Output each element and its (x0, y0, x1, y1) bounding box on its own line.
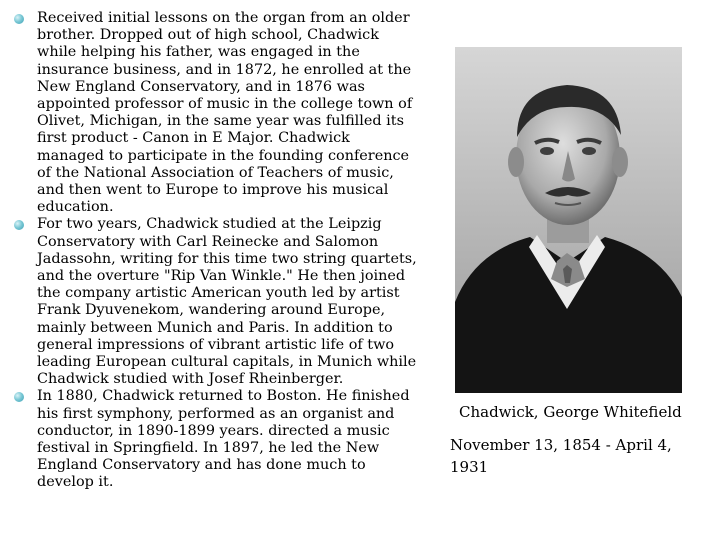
bullet-text: For two years, Chadwick studied at the Leipzig Conservatory with Carl Reinecke and Salomon Jadassohn, writing for this time two string quartets, and the overture "Rip Van Winkle." He then joined the company artistic American youth led by artist Frank Dyuvenekom, wandering around Europe, mainly between Munich and Paris. In addition to general impressions of vibrant artistic life of two leading European cultural capitals, in Munich while Chadwick studied with Josef Rheinberger. (37, 216, 417, 388)
bullet-item (6, 388, 418, 491)
portrait-caption-name: Chadwick, George Whitefield (459, 403, 682, 421)
bullet-item (6, 216, 418, 388)
bullet-text: In 1880, Chadwick returned to Boston. He finished his first symphony, performed as an organist and conductor, in 1890-1899 years. directed a music festival in Springfield. In 1897, he led the New England Conservatory and has done much to develop it. (37, 388, 410, 491)
portrait-caption-dates: November 13, 1854 - April 4, 1931 (450, 436, 672, 476)
portrait-photo (455, 47, 682, 393)
bullet-icon (14, 392, 24, 402)
bullet-list (6, 10, 418, 492)
bullet-icon (14, 220, 24, 230)
bullet-icon (14, 14, 24, 24)
bullet-item (6, 10, 418, 216)
bullet-text: Received initial lessons on the organ from an older brother. Dropped out of high school, Chadwick while helping his father, was engaged in the insurance business, and in 1872, he enrolled at the New England Conservatory, and in 1876 was appointed professor of music in the college town of Olivet, Michigan, in the same year was fulfilled its first product - Canon in E Major. Chadwick managed to participate in the founding conference of the National Association of Teachers of music, and then went to Europe to improve his musical education. (37, 10, 413, 216)
